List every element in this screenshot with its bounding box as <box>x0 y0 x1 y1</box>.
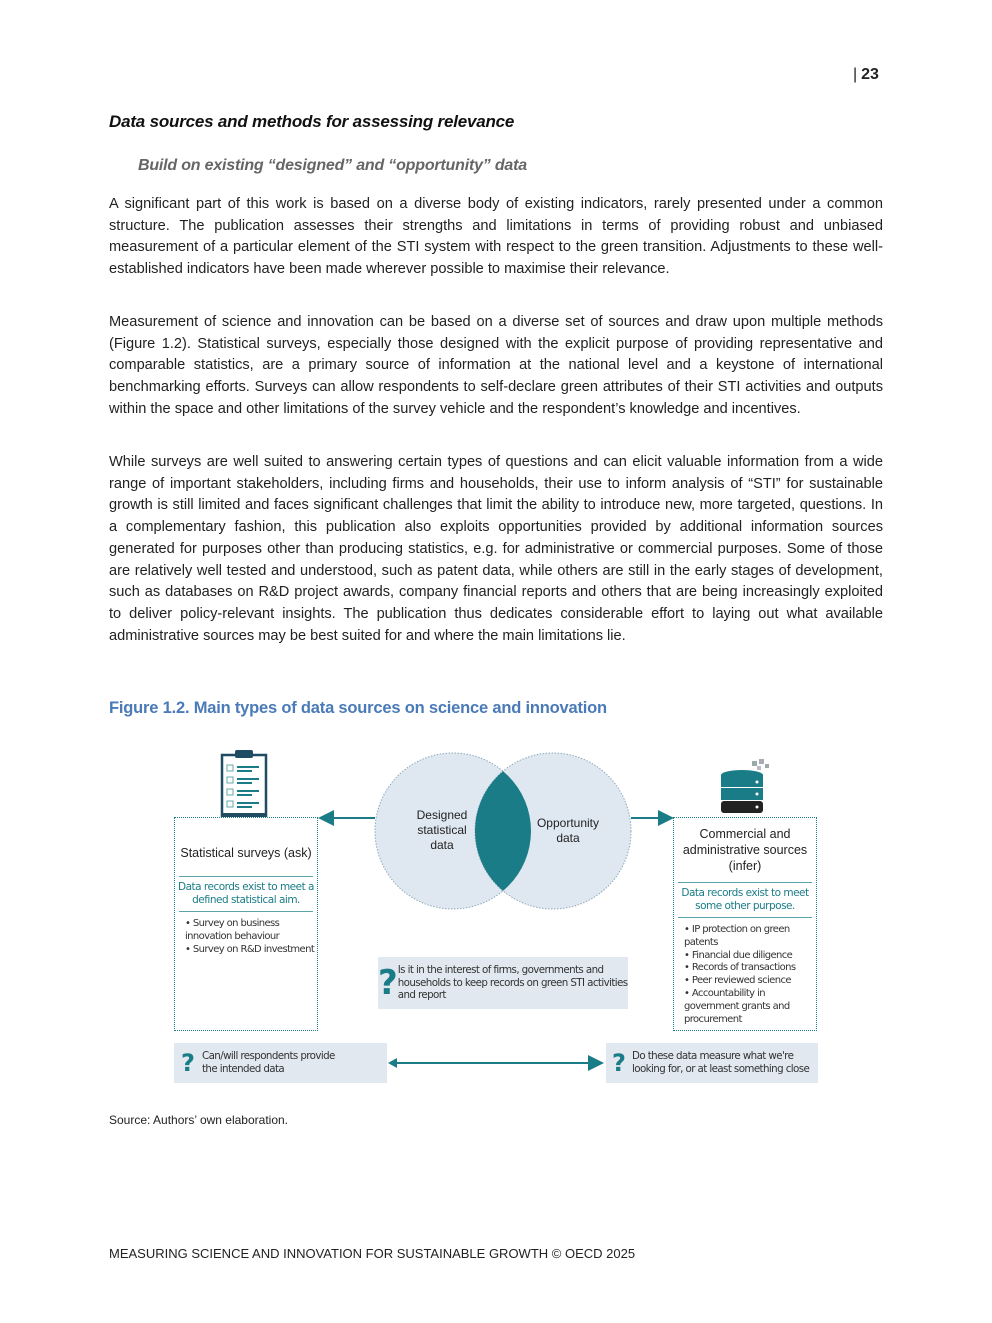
subsection-title: Build on existing “designed” and “opportunity” data <box>138 157 527 174</box>
center-question-text: Is it in the interest of firms, governments and households to keep records on green STI activities and report <box>397 963 628 1002</box>
question-mark-icon: ? <box>181 1049 195 1077</box>
right-box-aim: Data records exist to meet some other purpose. <box>681 887 809 912</box>
figure-title: Figure 1.2. Main types of data sources on science and innovation <box>109 699 607 717</box>
list-item: • Peer reviewed science <box>684 975 791 987</box>
left-box-list <box>175 912 317 956</box>
figure-diagram <box>170 745 830 1090</box>
list-item: • Financial due diligence <box>684 949 793 961</box>
paragraph-1: A significant part of this work is based on a diverse body of existing indicators, rarely presented under a common structure. The publication assesses their strengths and limitations in terms of providing robust and unbiased measurement of a particular element of the STI system with respect to the green transition. Adjustments to these well-established indicators have been made wherever possible to maximise their relevance. <box>109 196 883 278</box>
list-item: • IP protection on green patents <box>684 924 790 948</box>
paragraph-3: While surveys are well suited to answering certain types of questions and can elicit valuable information from a wide range of important stakeholders, including firms and households, their use to inform analysis of “STI” for sustainable growth is still limited and faces significant challenges that limit the ability to introduce new, more targeted, questions. In a complementary fashion, this publication also exploits opportunities provided by additional information sources generated for purposes other than producing statistics, e.g. for administrative or commercial purposes. Some of those are relatively well tested and understood, such as patent data, while others are still in the early stages of development, such as databases on R&D project awards, company financial reports and others that are being increasingly exploited to deliver policy-relevant insights. The publication thus dedicates considerable effort to laying out what available administrative sources may be best suited for and where the main limitations lie. <box>109 454 883 644</box>
source-note: Source: Authors’ own elaboration. <box>109 1113 288 1127</box>
page-footer: MEASURING SCIENCE AND INNOVATION FOR SUSTAINABLE GROWTH © OECD 2025 <box>109 1246 636 1261</box>
bottom-left-question-box <box>174 1043 387 1083</box>
right-box-title: Commercial and administrative sources (infer) <box>682 827 808 873</box>
venn-left-label: Designed statistical data <box>416 808 468 852</box>
database-icon <box>718 757 778 819</box>
center-question-box <box>378 957 628 1009</box>
clipboard-checklist-icon <box>220 749 268 819</box>
venn-right-label: Opportunity data <box>536 816 600 845</box>
list-item: • Records of transactions <box>684 962 796 974</box>
bottom-right-question-text: Do these data measure what we're looking for, or at least something close <box>632 1050 810 1075</box>
list-item: • Accountability in government grants and procurement <box>684 987 790 1025</box>
paragraph-2: Measurement of science and innovation can be based on a diverse set of sources and draw upon multiple methods (Figure 1.2). Statistical surveys, especially those designed with the explicit purpose of providing representative and comparable statistics, are a primary source of information at the national level and a keystone of international benchmarking efforts. Surveys can allow respondents to self-declare green attributes of their STI activities and outputs within the space and other limitations of the survey vehicle and the respondent’s knowledge and incentives. <box>109 314 883 417</box>
statistical-surveys-box <box>174 817 318 1031</box>
question-mark-icon: ? <box>612 1049 626 1077</box>
list-item: • Survey on business innovation behaviour <box>185 918 280 942</box>
section-title: Data sources and methods for assessing relevance <box>109 112 515 131</box>
right-box-list <box>674 918 816 1026</box>
commercial-sources-box <box>673 817 817 1031</box>
page-number: | 23 <box>853 66 879 83</box>
bottom-left-question-text: Can/will respondents provide the intended data <box>202 1050 335 1075</box>
list-item: • Survey on R&D investment <box>185 943 315 955</box>
question-mark-icon: ? <box>378 963 398 1003</box>
left-box-aim: Data records exist to meet a defined statistical aim. <box>177 881 314 906</box>
left-box-title: Statistical surveys (ask) <box>180 846 312 860</box>
bottom-right-question-box <box>606 1043 818 1083</box>
page-number-value: 23 <box>861 66 879 83</box>
